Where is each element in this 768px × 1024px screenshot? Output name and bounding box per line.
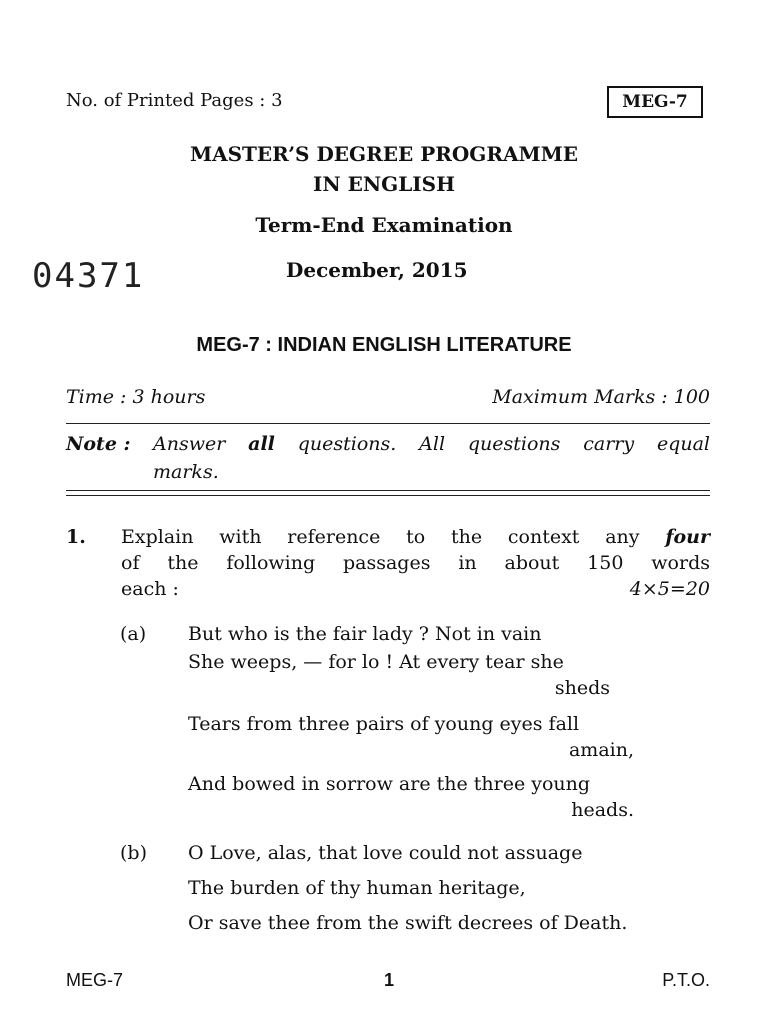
note-post: questions. All questions carry equal — [297, 433, 710, 455]
divider-top — [66, 423, 710, 424]
divider-double-lower — [66, 495, 710, 496]
question-text-line3: each : — [121, 578, 179, 600]
passage-b-line: Or save thee from the swift decrees of Death. — [188, 912, 628, 934]
passage-a-line: sheds — [554, 677, 610, 699]
exam-duration: Time : 3 hours — [66, 386, 206, 408]
question-text-pre: Explain with reference to the context any — [121, 526, 640, 548]
course-title: MEG-7 : INDIAN ENGLISH LITERATURE — [196, 334, 572, 356]
passage-a-line: She weeps, — for lo ! At every tear she — [188, 651, 564, 673]
paper-code-box — [607, 86, 703, 118]
passage-a-label: (a) — [120, 623, 147, 645]
passage-a-line: heads. — [571, 799, 634, 821]
passage-b-line: O Love, alas, that love could not assuage — [188, 842, 583, 864]
exam-title: Term-End Examination — [255, 213, 513, 237]
note-label: Note : — [66, 433, 131, 455]
passage-b-label: (b) — [120, 842, 147, 864]
note-text-line1 — [153, 433, 710, 455]
question-marks: 4×5=20 — [629, 578, 710, 600]
question-emphasis-four: four — [665, 526, 710, 548]
question-number: 1. — [66, 526, 86, 548]
passage-a-line: But who is the fair lady ? Not in vain — [188, 623, 542, 645]
page-number: 1 — [384, 970, 395, 990]
please-turn-over: P.T.O. — [662, 970, 710, 990]
exam-date: December, 2015 — [286, 258, 468, 282]
passage-a-line: And bowed in sorrow are the three young — [188, 773, 591, 795]
question-text-line2: of the following passages in about 150 words — [121, 552, 710, 574]
programme-title-line2: IN ENGLISH — [313, 172, 455, 196]
note-text-line2: marks. — [153, 461, 219, 483]
serial-number-stamp: 04371 — [32, 256, 145, 296]
printed-pages-count: No. of Printed Pages : 3 — [66, 90, 283, 111]
divider-double-upper — [66, 490, 710, 491]
passage-a-line: amain, — [568, 739, 634, 761]
maximum-marks: Maximum Marks : 100 — [492, 386, 710, 408]
footer-paper-code: MEG-7 — [66, 970, 124, 990]
note-pre: Answer — [153, 433, 226, 455]
passage-a-line: Tears from three pairs of young eyes fall — [188, 713, 580, 735]
paper-code: MEG-7 — [622, 92, 688, 112]
passage-b-line: The burden of thy human heritage, — [188, 877, 526, 899]
note-all-emphasis: all — [248, 433, 275, 455]
question-text-line1 — [121, 526, 710, 548]
programme-title-line1: MASTER’S DEGREE PROGRAMME — [189, 142, 579, 166]
